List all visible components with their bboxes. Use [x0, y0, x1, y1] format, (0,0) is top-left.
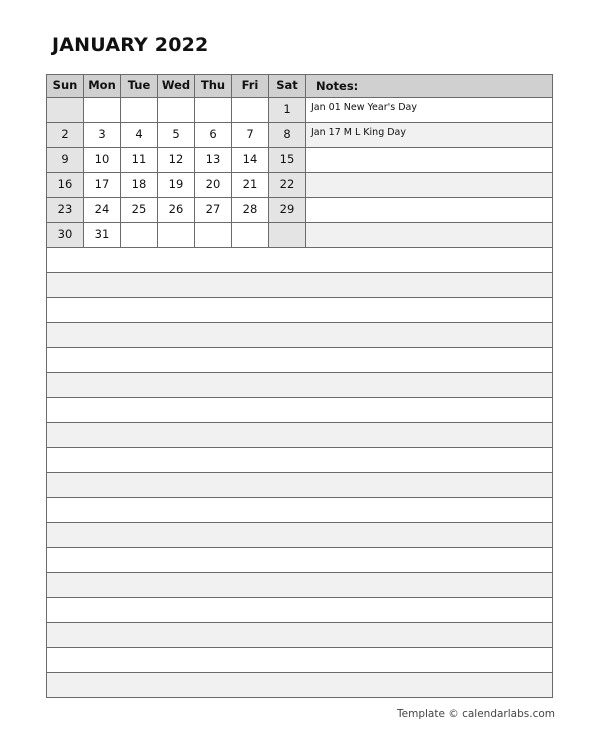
note-line[interactable]	[47, 648, 552, 672]
weekday-header-wed: Wed	[158, 75, 195, 97]
note-row	[47, 447, 552, 472]
day-cell[interactable]: 24	[84, 198, 121, 222]
note-line[interactable]	[306, 173, 552, 197]
day-cell[interactable]	[121, 223, 158, 247]
day-cell[interactable]: 22	[269, 173, 306, 197]
note-line[interactable]	[47, 373, 552, 397]
day-cell[interactable]: 25	[121, 198, 158, 222]
weekday-header-fri: Fri	[232, 75, 269, 97]
day-cell[interactable]	[232, 223, 269, 247]
day-cell[interactable]	[158, 98, 195, 122]
day-cell[interactable]	[84, 98, 121, 122]
week-row	[47, 147, 552, 172]
page-title: JANUARY 2022	[52, 34, 209, 56]
day-cell[interactable]	[158, 223, 195, 247]
day-cell[interactable]	[195, 223, 232, 247]
day-cell[interactable]: 10	[84, 148, 121, 172]
note-line[interactable]	[47, 598, 552, 622]
day-cell[interactable]: 15	[269, 148, 306, 172]
day-cell[interactable]	[121, 98, 158, 122]
day-cell[interactable]	[269, 223, 306, 247]
note-row	[47, 497, 552, 522]
note-row	[47, 547, 552, 572]
note-line[interactable]	[47, 673, 552, 697]
note-line[interactable]	[47, 273, 552, 297]
note-line[interactable]	[306, 148, 552, 172]
day-cell[interactable]: 4	[121, 123, 158, 147]
day-cell[interactable]: 18	[121, 173, 158, 197]
note-line[interactable]	[47, 498, 552, 522]
note-line[interactable]: Jan 01 New Year's Day	[306, 98, 552, 122]
note-line[interactable]	[47, 448, 552, 472]
day-cell[interactable]: 19	[158, 173, 195, 197]
day-cell[interactable]: 30	[47, 223, 84, 247]
day-cell[interactable]: 9	[47, 148, 84, 172]
day-cell[interactable]: 1	[269, 98, 306, 122]
note-row	[47, 347, 552, 372]
day-cell[interactable]: 31	[84, 223, 121, 247]
note-line[interactable]	[47, 323, 552, 347]
day-cell[interactable]	[47, 98, 84, 122]
weekday-header-thu: Thu	[195, 75, 232, 97]
note-row	[47, 322, 552, 347]
day-cell[interactable]: 8	[269, 123, 306, 147]
note-row	[47, 422, 552, 447]
note-row	[47, 397, 552, 422]
week-row	[47, 197, 552, 222]
day-cell[interactable]: 17	[84, 173, 121, 197]
notes-header: Notes:	[306, 75, 552, 97]
note-line[interactable]	[47, 398, 552, 422]
week-row	[47, 122, 552, 147]
note-line[interactable]	[47, 523, 552, 547]
weekday-header-tue: Tue	[121, 75, 158, 97]
day-cell[interactable]: 28	[232, 198, 269, 222]
day-cell[interactable]	[232, 98, 269, 122]
note-row	[47, 472, 552, 497]
note-row	[47, 522, 552, 547]
note-line[interactable]	[47, 248, 552, 272]
note-line[interactable]	[47, 348, 552, 372]
week-row	[47, 172, 552, 197]
note-row	[47, 647, 552, 672]
footer-credit: Template © calendarlabs.com	[397, 708, 555, 720]
weekday-header-row	[47, 75, 552, 97]
week-rows	[47, 97, 552, 247]
note-row	[47, 622, 552, 647]
day-cell[interactable]: 26	[158, 198, 195, 222]
weekday-header-mon: Mon	[84, 75, 121, 97]
weekday-header-sat: Sat	[269, 75, 306, 97]
note-row	[47, 597, 552, 622]
day-cell[interactable]: 23	[47, 198, 84, 222]
note-line[interactable]	[306, 223, 552, 247]
note-row	[47, 247, 552, 272]
day-cell[interactable]: 5	[158, 123, 195, 147]
day-cell[interactable]: 2	[47, 123, 84, 147]
note-line[interactable]	[47, 623, 552, 647]
note-line[interactable]	[47, 298, 552, 322]
note-row	[47, 672, 552, 697]
day-cell[interactable]: 21	[232, 173, 269, 197]
note-row	[47, 372, 552, 397]
day-cell[interactable]: 14	[232, 148, 269, 172]
note-line[interactable]	[306, 198, 552, 222]
day-cell[interactable]: 3	[84, 123, 121, 147]
weekday-header-sun: Sun	[47, 75, 84, 97]
day-cell[interactable]: 12	[158, 148, 195, 172]
note-line[interactable]	[47, 548, 552, 572]
week-row	[47, 222, 552, 247]
day-cell[interactable]: 27	[195, 198, 232, 222]
note-line[interactable]	[47, 573, 552, 597]
week-row	[47, 97, 552, 122]
day-cell[interactable]: 6	[195, 123, 232, 147]
day-cell[interactable]: 16	[47, 173, 84, 197]
note-line[interactable]	[47, 473, 552, 497]
note-row	[47, 572, 552, 597]
extra-note-rows	[47, 247, 552, 697]
note-line[interactable]: Jan 17 M L King Day	[306, 123, 552, 147]
calendar-grid	[46, 74, 553, 698]
day-cell[interactable]	[195, 98, 232, 122]
day-cell[interactable]: 20	[195, 173, 232, 197]
note-row	[47, 272, 552, 297]
day-cell[interactable]: 29	[269, 198, 306, 222]
note-line[interactable]	[47, 423, 552, 447]
note-row	[47, 297, 552, 322]
day-cell[interactable]: 7	[232, 123, 269, 147]
day-cell[interactable]: 11	[121, 148, 158, 172]
day-cell[interactable]: 13	[195, 148, 232, 172]
